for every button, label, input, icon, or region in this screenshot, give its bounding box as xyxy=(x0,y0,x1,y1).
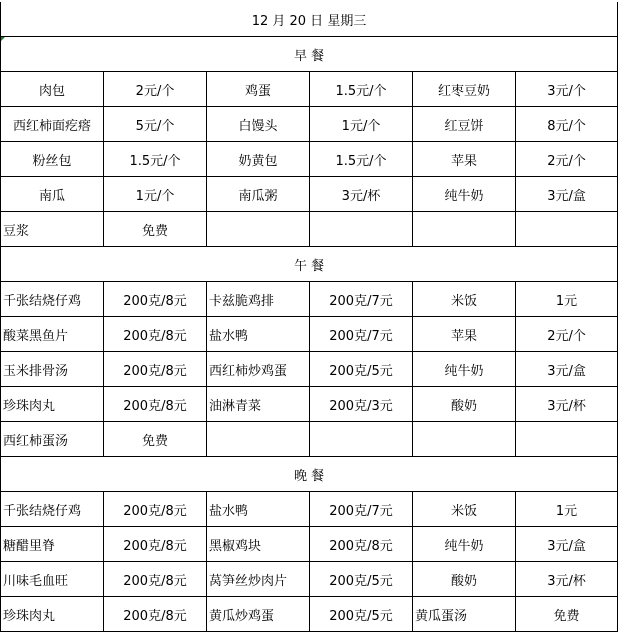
menu-item-name: 千张结烧仔鸡 xyxy=(1,282,104,317)
menu-item-price: 2元/个 xyxy=(516,317,618,352)
menu-item-price: 1元 xyxy=(516,492,618,527)
menu-item-name: 油淋青菜 xyxy=(207,387,310,422)
menu-item-price: 200克/8元 xyxy=(104,282,207,317)
menu-item-price: 1.5元/个 xyxy=(104,142,207,177)
table-row xyxy=(1,562,618,597)
menu-item-price: 1元/个 xyxy=(310,107,413,142)
menu-item-name: 苹果 xyxy=(413,142,516,177)
menu-item-price xyxy=(516,212,618,247)
menu-item-name: 鸡蛋 xyxy=(207,72,310,107)
menu-item-name: 苹果 xyxy=(413,317,516,352)
menu-item-price: 200克/5元 xyxy=(310,597,413,632)
table-row xyxy=(1,317,618,352)
menu-item-name: 南瓜粥 xyxy=(207,177,310,212)
menu-item-price: 200克/5元 xyxy=(310,352,413,387)
menu-item-price xyxy=(310,422,413,457)
menu-item-name: 莴笋丝炒肉片 xyxy=(207,562,310,597)
menu-item-name xyxy=(413,422,516,457)
lunch-title-row xyxy=(1,247,618,282)
menu-item-price: 免费 xyxy=(516,597,618,632)
menu-item-name: 酸菜黑鱼片 xyxy=(1,317,104,352)
table-row xyxy=(1,212,618,247)
menu-item-name: 纯牛奶 xyxy=(413,352,516,387)
menu-item-price: 1元 xyxy=(516,282,618,317)
menu-item-name: 红枣豆奶 xyxy=(413,72,516,107)
menu-item-price: 3元/杯 xyxy=(516,562,618,597)
menu-item-name: 黄瓜炒鸡蛋 xyxy=(207,597,310,632)
menu-item-name: 米饭 xyxy=(413,492,516,527)
table-row xyxy=(1,387,618,422)
menu-item-name: 糖醋里脊 xyxy=(1,527,104,562)
table-row xyxy=(1,352,618,387)
menu-item-name: 豆浆 xyxy=(1,212,104,247)
menu-item-name: 珍珠肉丸 xyxy=(1,597,104,632)
menu-item-price: 3元/个 xyxy=(516,72,618,107)
menu-item-price: 200克/8元 xyxy=(104,492,207,527)
menu-item-price: 2元/个 xyxy=(516,142,618,177)
menu-item-price: 2元/个 xyxy=(104,72,207,107)
menu-item-price: 3元/盒 xyxy=(516,352,618,387)
lunch-section-title: 午 餐 xyxy=(1,247,618,282)
table-row xyxy=(1,597,618,632)
menu-item-name: 盐水鸭 xyxy=(207,492,310,527)
menu-item-price: 200克/8元 xyxy=(310,527,413,562)
menu-item-name: 盐水鸭 xyxy=(207,317,310,352)
breakfast-section-title: 早 餐 xyxy=(1,37,618,72)
menu-item-name: 白馒头 xyxy=(207,107,310,142)
menu-item-name: 西红柿蛋汤 xyxy=(1,422,104,457)
menu-item-price: 200克/8元 xyxy=(104,352,207,387)
menu-item-name: 千张结烧仔鸡 xyxy=(1,492,104,527)
table-row xyxy=(1,107,618,142)
table-row xyxy=(1,72,618,107)
menu-item-name xyxy=(207,212,310,247)
table-row xyxy=(1,527,618,562)
menu-item-name: 川味毛血旺 xyxy=(1,562,104,597)
menu-item-price: 200克/8元 xyxy=(104,387,207,422)
menu-item-price: 3元/杯 xyxy=(516,387,618,422)
menu-item-price: 200克/3元 xyxy=(310,387,413,422)
menu-item-name xyxy=(413,212,516,247)
menu-item-price: 200克/7元 xyxy=(310,317,413,352)
menu-item-name: 酸奶 xyxy=(413,562,516,597)
menu-item-price: 200克/8元 xyxy=(104,562,207,597)
menu-item-name: 黑椒鸡块 xyxy=(207,527,310,562)
menu-item-name: 粉丝包 xyxy=(1,142,104,177)
menu-item-name: 珍珠肉丸 xyxy=(1,387,104,422)
menu-item-price: 200克/7元 xyxy=(310,492,413,527)
menu-item-name: 酸奶 xyxy=(413,387,516,422)
menu-item-price: 3元/盒 xyxy=(516,177,618,212)
menu-item-name: 纯牛奶 xyxy=(413,177,516,212)
menu-item-price: 免费 xyxy=(104,212,207,247)
menu-item-price: 1.5元/个 xyxy=(310,72,413,107)
menu-item-price: 1.5元/个 xyxy=(310,142,413,177)
menu-item-price: 200克/8元 xyxy=(104,527,207,562)
menu-item-price xyxy=(516,422,618,457)
menu-item-price: 200克/8元 xyxy=(104,317,207,352)
menu-item-name: 肉包 xyxy=(1,72,104,107)
menu-item-name: 玉米排骨汤 xyxy=(1,352,104,387)
menu-item-name: 西红柿炒鸡蛋 xyxy=(207,352,310,387)
menu-item-price: 1元/个 xyxy=(104,177,207,212)
table-row xyxy=(1,282,618,317)
menu-item-price: 200克/5元 xyxy=(310,562,413,597)
menu-item-price: 200克/8元 xyxy=(104,597,207,632)
menu-table xyxy=(0,2,618,632)
date-row xyxy=(1,2,618,37)
menu-item-price: 5元/个 xyxy=(104,107,207,142)
menu-item-name: 纯牛奶 xyxy=(413,527,516,562)
menu-item-price: 200克/7元 xyxy=(310,282,413,317)
menu-item-name xyxy=(207,422,310,457)
table-row xyxy=(1,492,618,527)
dinner-title-row xyxy=(1,457,618,492)
table-row xyxy=(1,142,618,177)
menu-item-price xyxy=(310,212,413,247)
menu-item-name: 卡兹脆鸡排 xyxy=(207,282,310,317)
menu-item-price: 8元/个 xyxy=(516,107,618,142)
menu-item-price: 3元/盒 xyxy=(516,527,618,562)
menu-item-name: 黄瓜蛋汤 xyxy=(413,597,516,632)
menu-item-name: 南瓜 xyxy=(1,177,104,212)
date-header: 12 月 20 日 星期三 xyxy=(1,2,618,37)
dinner-section-title: 晚 餐 xyxy=(1,457,618,492)
menu-item-name: 红豆饼 xyxy=(413,107,516,142)
menu-item-price: 3元/杯 xyxy=(310,177,413,212)
table-row xyxy=(1,177,618,212)
menu-item-name: 奶黄包 xyxy=(207,142,310,177)
menu-item-price: 免费 xyxy=(104,422,207,457)
breakfast-title-row xyxy=(1,37,618,72)
menu-item-name: 西红柿面疙瘩 xyxy=(1,107,104,142)
table-row xyxy=(1,422,618,457)
menu-item-name: 米饭 xyxy=(413,282,516,317)
